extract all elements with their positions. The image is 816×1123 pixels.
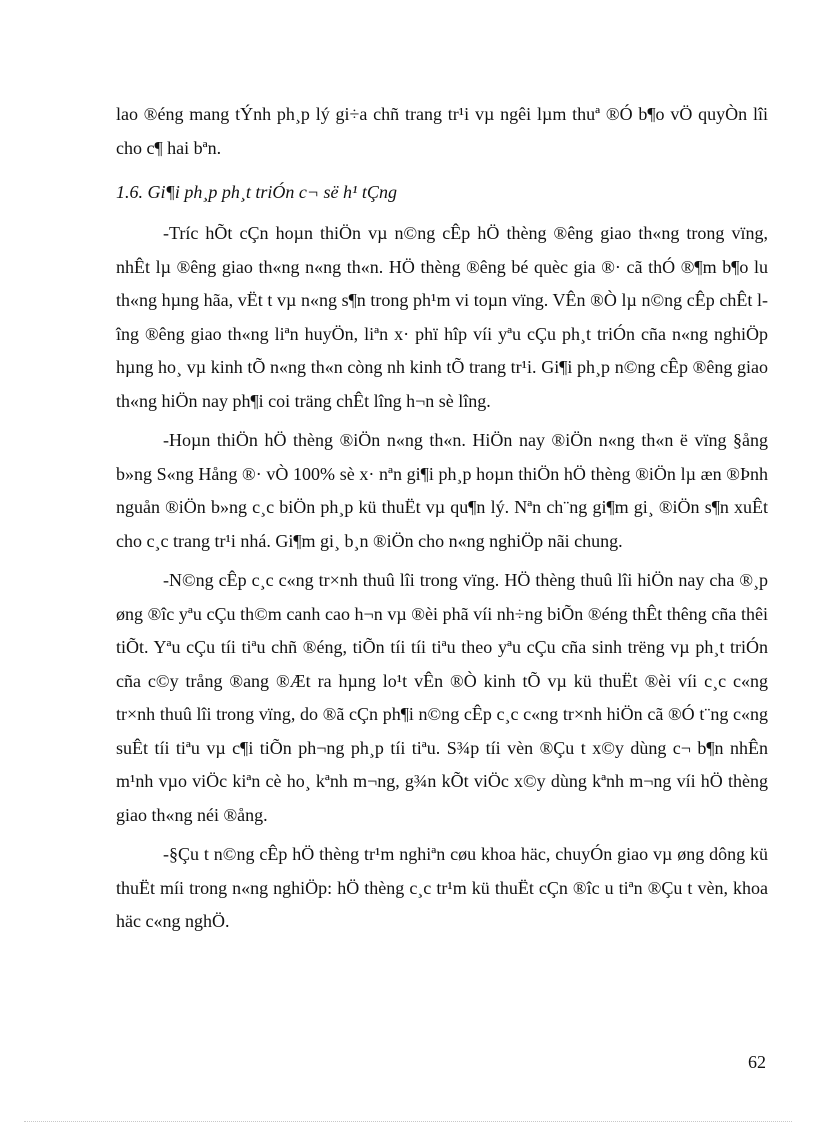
paragraph-electricity: -Hoµn thiÖn hÖ thèng ®iÖn n«ng th«n. HiÖn nay ®iÖn n«ng th«n ë vïng §ång b»ng S«ng Hång ®· vÒ 100% sè x· nªn gi¶i ph¸p hoµn thiÖn hÖ thèng ®iÖn lµ æn ®Þnh nguån ®iÖn b»ng c¸c biÖn ph¸p kü thuËt vµ qu¶n lý. Nªn ch¨ng gi¶m gi¸ ®iÖn s¶n xuÊt cho c¸c trang tr¹i nhá. Gi¶m gi¸ b¸n ®iÖn cho n«ng nghiÖp nãi chung. <box>116 430 768 551</box>
paragraph-research: -§Çu t n©ng cÊp hÖ thèng tr¹m nghiªn cøu khoa häc, chuyÓn giao vµ øng dông kü thuËt míi trong n«ng nghiÖp: hÖ thèng c¸c tr¹m kü thuËt cÇn ®îc u tiªn ®Çu t vèn, khoa häc c«ng nghÖ. <box>116 844 768 931</box>
page-bottom-divider <box>24 1121 792 1122</box>
section-heading: 1.6. Gi¶i ph¸p ph¸t triÓn c¬ së h¹ tÇng <box>116 182 397 202</box>
page-content <box>116 98 768 939</box>
paragraph-continuation: lao ®éng mang tÝnh ph¸p lý gi÷a chñ trang tr¹i vµ ngêi lµm thuª ®Ó b¶o vÖ quyÒn lîi cho c¶ hai bªn. <box>116 104 768 158</box>
paragraph-irrigation: -N©ng cÊp c¸c c«ng tr×nh thuû lîi trong vïng. HÖ thèng thuû lîi hiÖn nay cha ®¸p øng ®îc yªu cÇu th©m canh cao h¬n vµ ®èi phã víi nh÷ng biÕn ®éng thÊt thêng cña thêi tiÕt. Yªu cÇu tíi tiªu chñ ®éng, tiÕn tíi tíi tiªu theo yªu cÇu cña sinh trëng vµ ph¸t triÓn cña c©y trång ®ang ®Æt ra hµng lo¹t vÊn ®Ò kinh tÕ vµ kü thuËt ®èi víi c¸c c«ng tr×nh thuû lîi trong vïng, do ®ã cÇn ph¶i n©ng cÊp c¸c c«ng tr×nh hiÖn cã ®Ó t¨ng c«ng suÊt tíi tiªu vµ c¶i tiÕn ph¬ng ph¸p tíi tiªu. S¾p tíi vèn ®Çu t x©y dùng c¬ b¶n nhÊn m¹nh vµo viÖc kiªn cè ho¸ kªnh m¬ng, g¾n kÕt viÖc x©y dùng kªnh m¬ng víi hÖ thèng giao th«ng néi ®ång. <box>116 570 768 825</box>
page-number: 62 <box>748 1052 766 1072</box>
paragraph-transport: -Tríc hÕt cÇn hoµn thiÖn vµ n©ng cÊp hÖ thèng ®êng giao th«ng trong vïng, nhÊt lµ ®êng giao th«ng n«ng th«n. HÖ thèng ®êng bé quèc gia ®· cã thÓ ®¶m b¶o lu th«ng hµng hãa, vËt t vµ n«ng s¶n trong ph¹m vi toµn vïng. VÊn ®Ò lµ n©ng cÊp chÊt lîng ®êng giao th«ng liªn huyÖn, liªn x· phï hîp víi yªu cÇu ph¸t triÓn cña n«ng nghiÖp hµng ho¸ vµ kinh tÕ n«ng th«n còng nh kinh tÕ trang tr¹i. Gi¶i ph¸p n©ng cÊp ®êng giao th«ng hiÖn nay ph¶i coi träng chÊt lîng h¬n sè lîng. <box>116 223 768 411</box>
